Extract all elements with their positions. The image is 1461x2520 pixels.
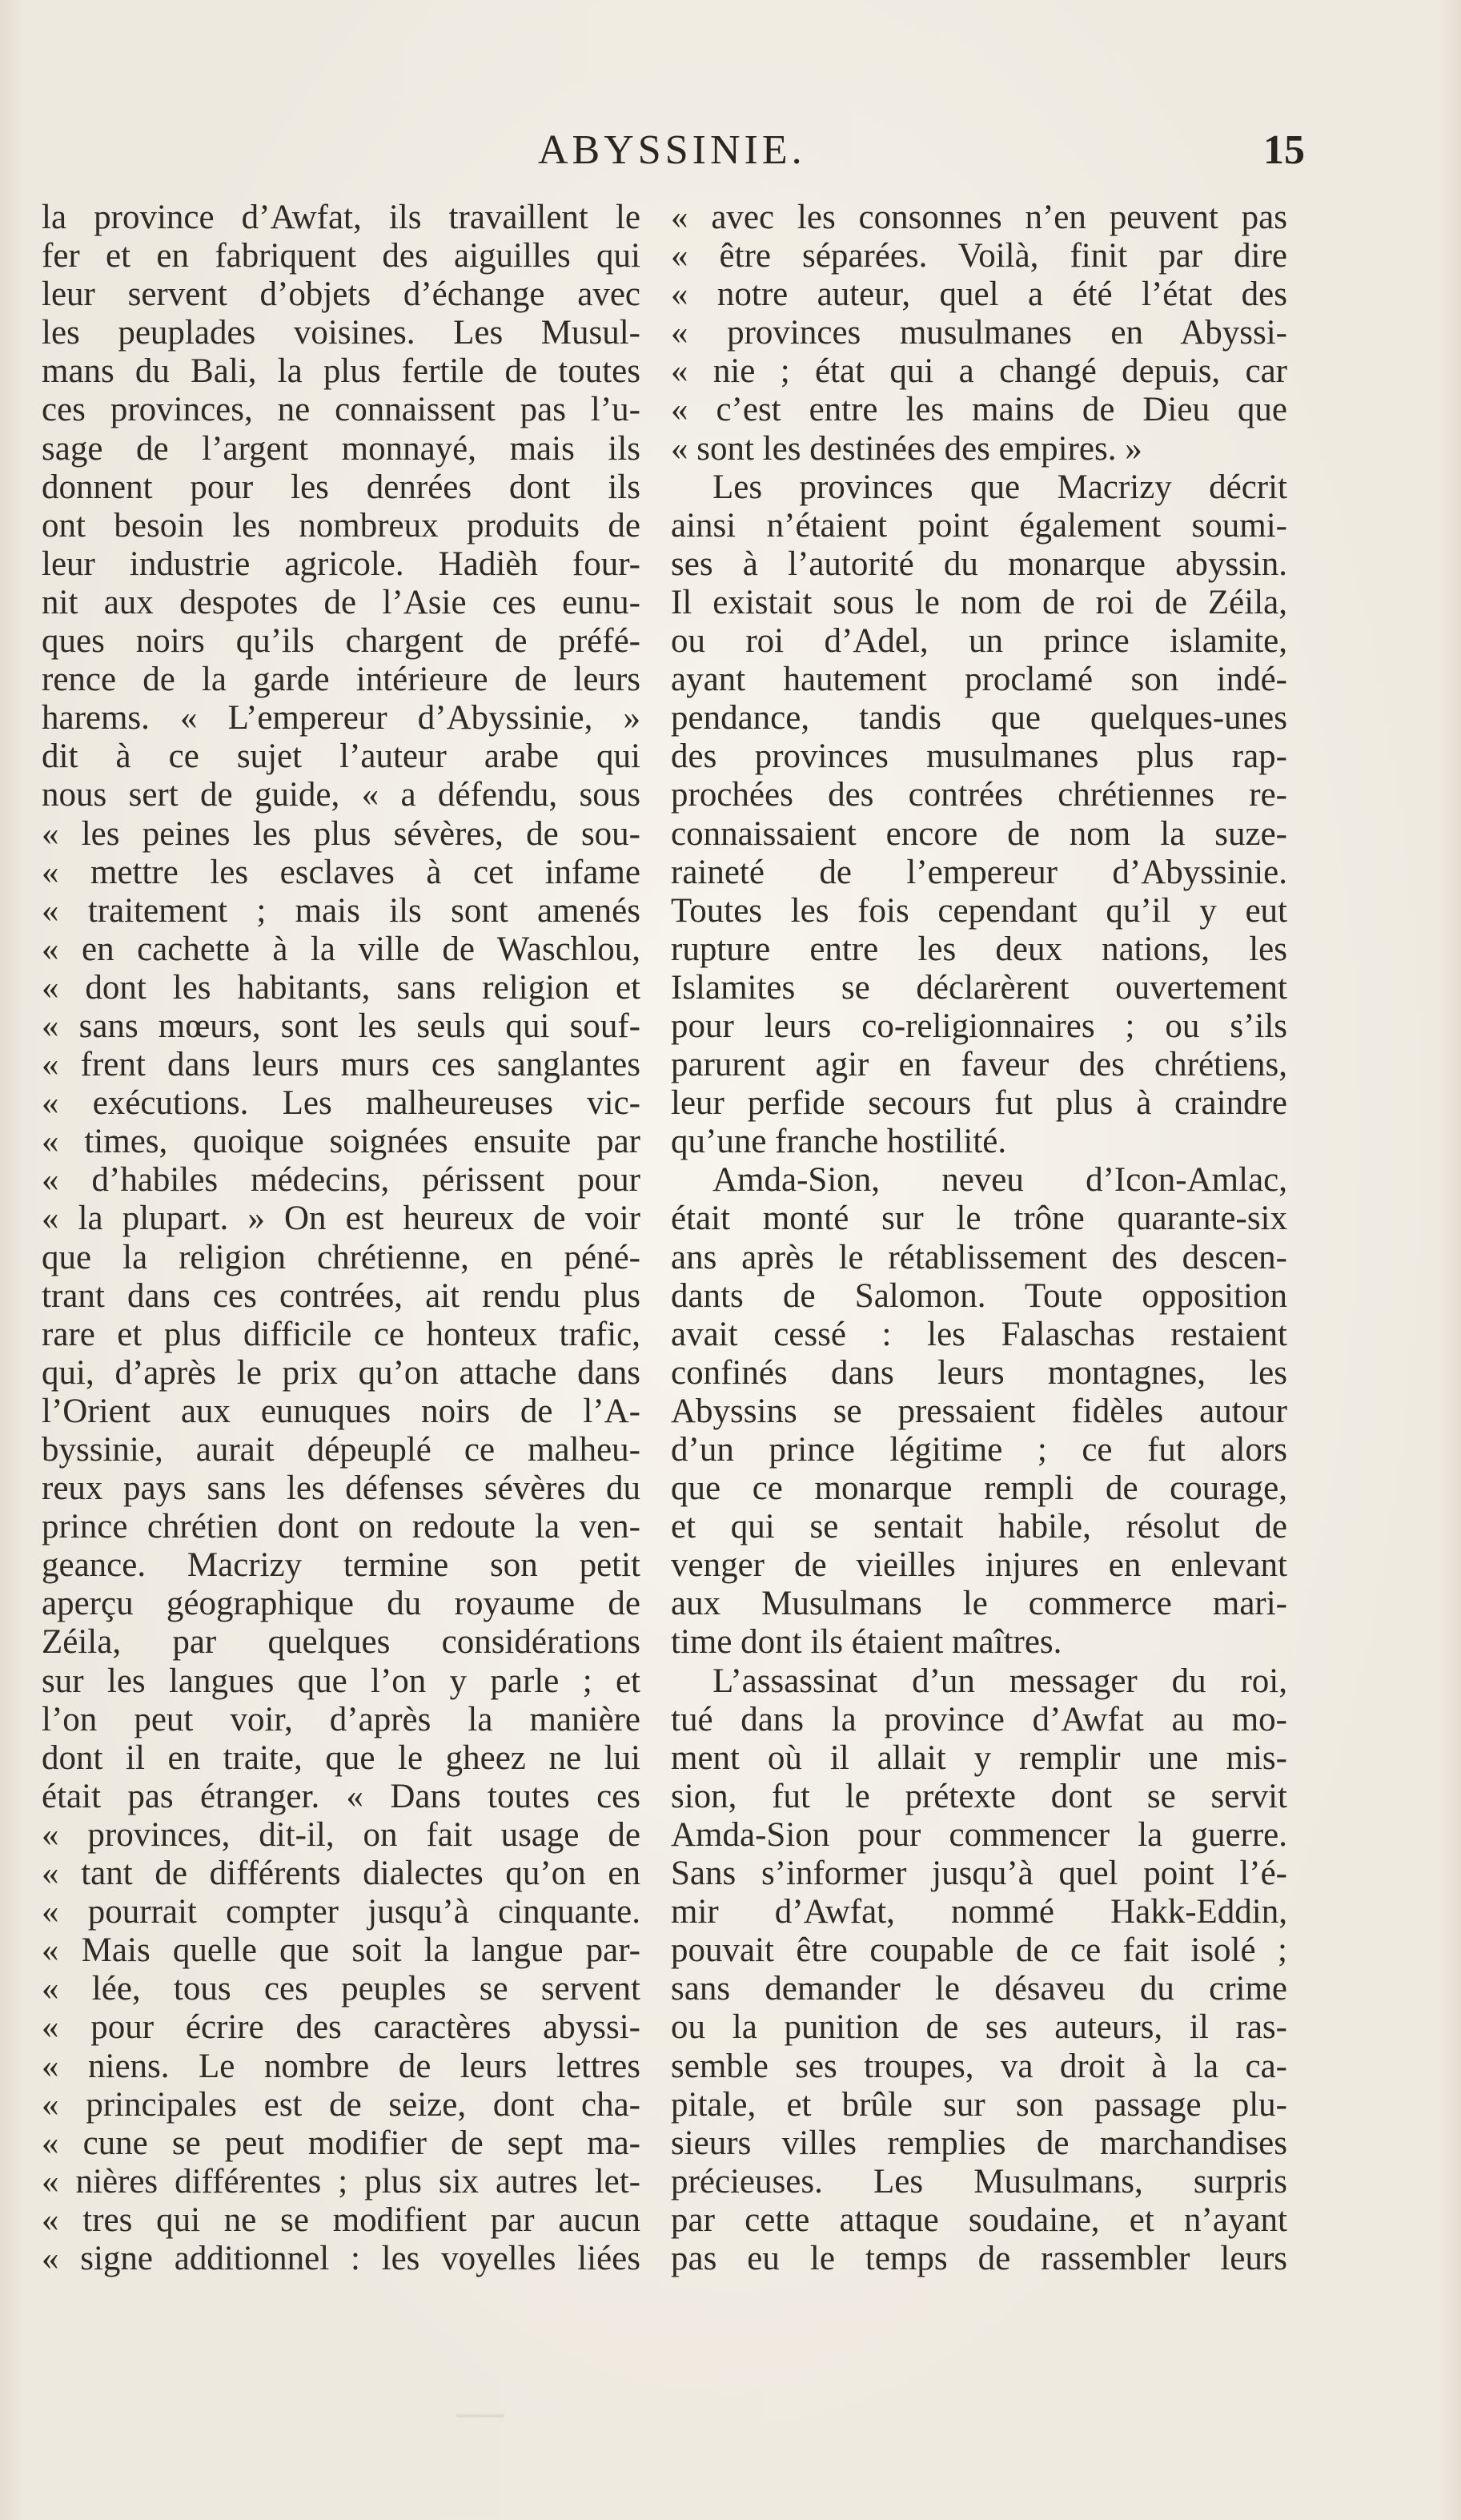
text-line: parurent agir en faveur des chrétiens, <box>671 1046 1287 1084</box>
text-line: « cune se peut modifier de sept ma- <box>42 2124 640 2162</box>
text-line: pas eu le temps de rassembler leurs <box>671 2239 1287 2277</box>
text-line: « signe additionnel : les voyelles liées <box>42 2239 640 2277</box>
text-line: qu’une franche hostilité. <box>671 1123 1007 1161</box>
text-line: pitale, et brûle sur son passage plu- <box>671 2085 1287 2124</box>
text-line: pour leurs co-religionnaires ; ou s’ils <box>671 1007 1287 1045</box>
text-line: fer et en fabriquent des aiguilles qui <box>42 237 640 275</box>
text-line: sur les langues que l’on y parle ; et <box>42 1662 640 1700</box>
text-line: « nie ; état qui a changé depuis, car <box>671 352 1287 391</box>
text-line: byssinie, aurait dépeuplé ce malheu- <box>42 1431 640 1469</box>
text-line: time dont ils étaient maîtres. <box>671 1623 1062 1662</box>
text-line: la province d’Awfat, ils travaillent le <box>42 199 640 236</box>
left-column <box>42 199 640 2278</box>
text-line: Zéila, par quelques considérations <box>42 1623 640 1662</box>
text-line: nit aux despotes de l’Asie ces eunu- <box>42 583 640 621</box>
text-line: pendance, tandis que quelques-unes <box>671 699 1287 738</box>
text-line: l’Orient aux eunuques noirs de l’A- <box>42 1392 640 1430</box>
text-line: prochées des contrées chrétiennes re- <box>671 776 1287 814</box>
text-line: pouvait être coupable de ce fait isolé ; <box>671 1931 1287 1970</box>
text-line: avait cessé : les Falaschas restaient <box>671 1315 1287 1353</box>
page-number: 15 <box>1263 127 1305 173</box>
text-line: confinés dans leurs montagnes, les <box>671 1353 1287 1392</box>
text-line: était monté sur le trône quarante-six <box>671 1200 1287 1238</box>
paragraph-start: Amda-Sion, neveu d’Icon-Amlac, <box>712 1161 1287 1200</box>
text-line: l’on peut voir, d’après la manière <box>42 1700 640 1738</box>
text-line: Islamites se déclarèrent ouvertement <box>671 968 1287 1007</box>
text-line: qui, d’après le prix qu’on attache dans <box>42 1353 640 1392</box>
text-line: mir d’Awfat, nommé Hakk-Eddin, <box>671 1893 1287 1931</box>
text-line: « times, quoique soignées ensuite par <box>42 1123 640 1161</box>
running-head <box>0 127 1461 183</box>
text-line: leur industrie agricole. Hadièh four- <box>42 545 640 583</box>
text-line: « sans mœurs, sont les seuls qui souf- <box>42 1007 640 1045</box>
text-line: leur servent d’objets d’échange avec <box>42 275 640 314</box>
right-column <box>671 199 1287 2278</box>
text-line: « la plupart. » On est heureux de voir <box>42 1200 640 1238</box>
text-line: sans demander le désaveu du crime <box>671 1970 1287 2008</box>
text-line: d’un prince légitime ; ce fut alors <box>671 1431 1287 1469</box>
text-line: ayant hautement proclamé son indé- <box>671 661 1287 699</box>
text-line: « nières différentes ; plus six autres let- <box>42 2162 640 2200</box>
text-line: trant dans ces contrées, ait rendu plus <box>42 1276 640 1315</box>
text-line: nous sert de guide, « a défendu, sous <box>42 776 640 814</box>
text-line: « en cachette à la ville de Waschlou, <box>42 930 640 968</box>
text-line: Sans s’informer jusqu’à quel point l’é- <box>671 1855 1287 1893</box>
text-line: Toutes les fois cependant qu’il y eut <box>671 891 1287 930</box>
text-line: ques noirs qu’ils chargent de préfé- <box>42 622 640 661</box>
text-line: dit à ce sujet l’auteur arabe qui <box>42 738 640 776</box>
text-line: semble ses troupes, va droit à la ca- <box>671 2047 1287 2085</box>
text-line: mans du Bali, la plus fertile de toutes <box>42 352 640 391</box>
text-line: reux pays sans les défenses sévères du <box>42 1469 640 1508</box>
text-line: leur perfide secours fut plus à craindre <box>671 1084 1287 1123</box>
text-line: « tres qui ne se modifient par aucun <box>42 2200 640 2239</box>
text-line: ainsi n’étaient point également soumi- <box>671 506 1287 545</box>
text-line: rupture entre les deux nations, les <box>671 930 1287 968</box>
text-line: que la religion chrétienne, en péné- <box>42 1238 640 1276</box>
text-line: « Mais quelle que soit la langue par- <box>42 1931 640 1970</box>
text-line: aperçu géographique du royaume de <box>42 1585 640 1623</box>
text-line: connaissaient encore de nom la suze- <box>671 814 1287 853</box>
text-line: rare et plus difficile ce honteux trafic, <box>42 1315 640 1353</box>
text-line: ans après le rétablissement des descen- <box>671 1238 1287 1276</box>
text-line: les peuplades voisines. Les Musul- <box>42 314 640 352</box>
text-line: tué dans la province d’Awfat au mo- <box>671 1700 1287 1738</box>
running-title: ABYSSINIE. <box>538 127 806 173</box>
text-line: « exécutions. Les malheureuses vic- <box>42 1084 640 1123</box>
text-line: « dont les habitants, sans religion et <box>42 968 640 1007</box>
text-line: harems. « L’empereur d’Abyssinie, » <box>42 699 640 738</box>
text-line: par cette attaque soudaine, et n’ayant <box>671 2200 1287 2239</box>
text-line: dants de Salomon. Toute opposition <box>671 1276 1287 1315</box>
text-line: dont il en traite, que le gheez ne lui <box>42 1738 640 1777</box>
text-line: que ce monarque rempli de courage, <box>671 1469 1287 1508</box>
text-line: « frent dans leurs murs ces sanglantes <box>42 1046 640 1084</box>
text-line: aux Musulmans le commerce mari- <box>671 1585 1287 1623</box>
text-line: Amda-Sion pour commencer la guerre. <box>671 1815 1287 1854</box>
text-line: et qui se sentait habile, résolut de <box>671 1508 1287 1546</box>
text-line: « pour écrire des caractères abyssi- <box>42 2008 640 2047</box>
text-line: geance. Macrizy termine son petit <box>42 1546 640 1585</box>
text-line: précieuses. Les Musulmans, surpris <box>671 2162 1287 2200</box>
text-line: raineté de l’empereur d’Abyssinie. <box>671 853 1287 891</box>
text-line: « être séparées. Voilà, finit par dire <box>671 237 1287 275</box>
text-line: des provinces musulmanes plus rap- <box>671 738 1287 776</box>
text-line: « provinces, dit-il, on fait usage de <box>42 1815 640 1854</box>
text-line: « niens. Le nombre de leurs lettres <box>42 2047 640 2085</box>
text-line: Il existait sous le nom de roi de Zéila, <box>671 583 1287 621</box>
text-line: ment où il allait y remplir une mis- <box>671 1738 1287 1777</box>
text-line: sion, fut le prétexte dont se servit <box>671 1777 1287 1815</box>
text-line: ou roi d’Adel, un prince islamite, <box>671 622 1287 661</box>
text-line: « avec les consonnes n’en peuvent pas <box>671 199 1287 236</box>
text-line: ont besoin les nombreux produits de <box>42 506 640 545</box>
text-line: « principales est de seize, dont cha- <box>42 2085 640 2124</box>
text-line: « c’est entre les mains de Dieu que <box>671 391 1287 429</box>
text-line: donnent pour les denrées dont ils <box>42 468 640 506</box>
text-line: « traitement ; mais ils sont amenés <box>42 891 640 930</box>
text-line: « sont les destinées des empires. » <box>671 429 1142 468</box>
text-line: venger de vieilles injures en enlevant <box>671 1546 1287 1585</box>
text-line: sieurs villes remplies de marchandises <box>671 2124 1287 2162</box>
text-line: rence de la garde intérieure de leurs <box>42 661 640 699</box>
text-line: Abyssins se pressaient fidèles autour <box>671 1392 1287 1430</box>
text-line: « provinces musulmanes en Abyssi- <box>671 314 1287 352</box>
text-line: « tant de différents dialectes qu’on en <box>42 1855 640 1893</box>
text-line: « les peines les plus sévères, de sou- <box>42 814 640 853</box>
text-line: « pourrait compter jusqu’à cinquante. <box>42 1893 640 1931</box>
paragraph-start: Les provinces que Macrizy décrit <box>712 468 1287 506</box>
text-line: « mettre les esclaves à cet infame <box>42 853 640 891</box>
text-line: ou la punition de ses auteurs, il ras- <box>671 2008 1287 2047</box>
text-line: « lée, tous ces peuples se servent <box>42 1970 640 2008</box>
text-line: « d’habiles médecins, périssent pour <box>42 1161 640 1200</box>
text-line: ses à l’autorité du monarque abyssin. <box>671 545 1287 583</box>
paper-smudge <box>456 2414 504 2418</box>
text-line: sage de l’argent monnayé, mais ils <box>42 429 640 468</box>
paragraph-start: L’assassinat d’un messager du roi, <box>712 1662 1287 1700</box>
text-line: était pas étranger. « Dans toutes ces <box>42 1777 640 1815</box>
text-line: ces provinces, ne connaissent pas l’u- <box>42 391 640 429</box>
text-line: prince chrétien dont on redoute la ven- <box>42 1508 640 1546</box>
text-line: « notre auteur, quel a été l’état des <box>671 275 1287 314</box>
